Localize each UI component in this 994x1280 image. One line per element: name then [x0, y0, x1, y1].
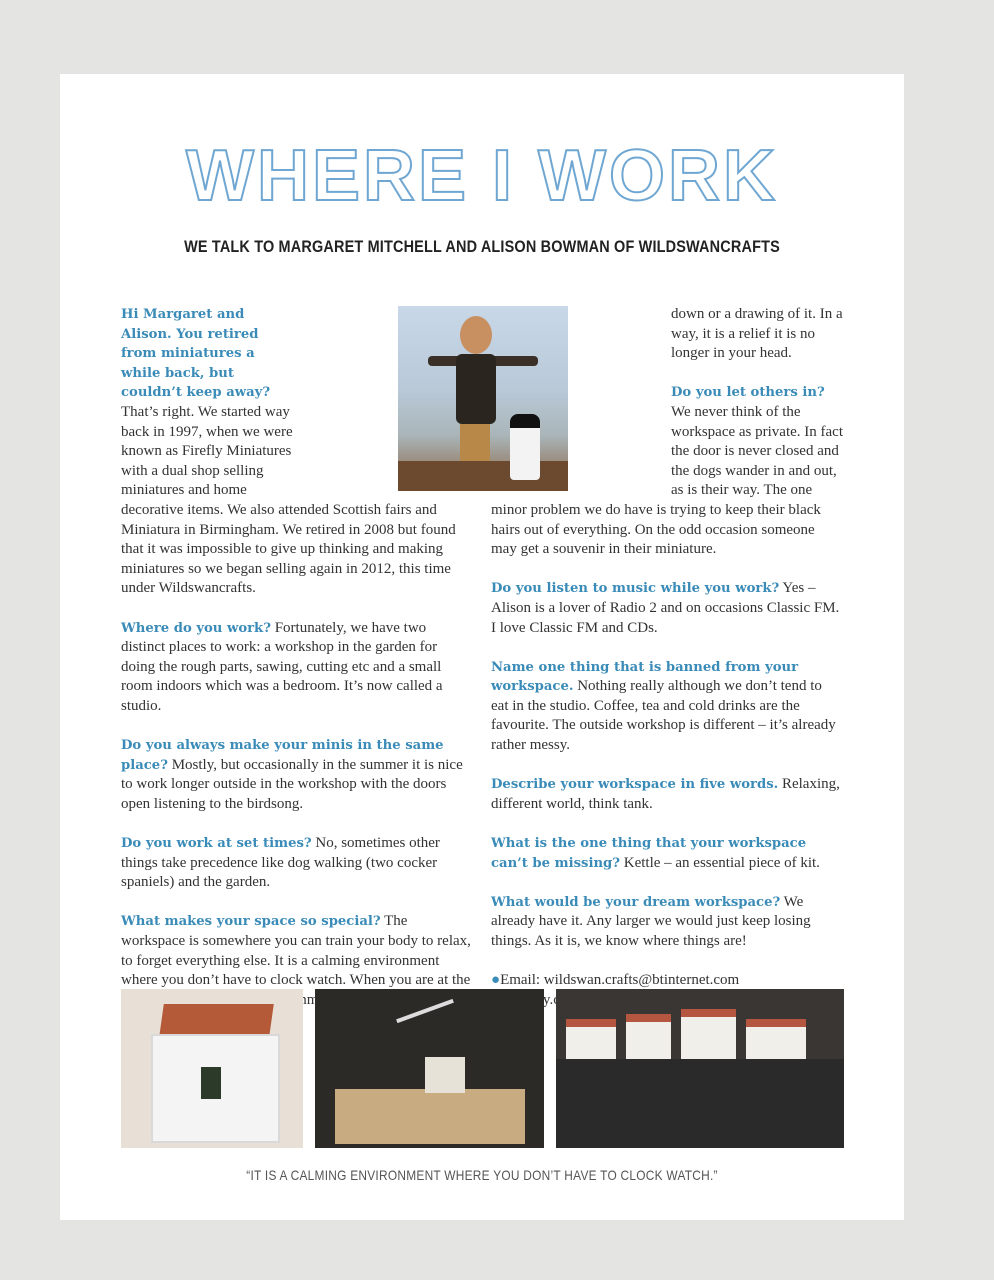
photo-strip [121, 989, 845, 1149]
lead-paragraph: down or a drawing of it. In a way, it is a relief it is no longer in your head. Do you let others in? We never think of the workspace as private. In fact the door is never closed and the dogs wander in and out, as is their way. The one minor problem we do have is trying to keep their black hairs out of everything. On the odd occasion someone may get a souvenir in their miniature. [491, 306, 844, 558]
question: Do you let others in? [671, 385, 825, 401]
question: Do you listen to music while you work? [491, 581, 780, 597]
answer: That’s right. We started way back in 1997, when we were known as Firefly Miniatures with a dual shop selling miniatures and home decorative items. We also attended Scottish fairs and Miniatura in Birmingham. We retired in 2008 but found that it was impossible to give up thinking and making miniatures so we began selling again in 2012, this time under Wildswancrafts. [121, 403, 456, 597]
answer: No, sometimes other things take precedence like dog walking (two cocker spaniels) and the garden. [121, 835, 440, 891]
question: What is the one thing that your workspace can’t be missing? [491, 836, 807, 871]
answer: The workspace is somewhere you can train your body to relax, to forget everything else. It is a calming environment where you don’t have to clock watch. When you are at the [121, 913, 471, 989]
qa-paragraph [491, 834, 843, 873]
workbench-photo [315, 989, 544, 1148]
page-subtitle: WE TALK TO MARGARET MITCHELL AND ALISON BOWMAN OF WILDSWANCRAFTS [184, 237, 780, 256]
question: What would be your dream workspace? [491, 894, 781, 910]
question: Name one thing that is banned from your workspace. [491, 659, 799, 695]
question: Describe your workspace in five words. [491, 777, 779, 793]
question: What makes your space so special? [121, 914, 381, 930]
question: Do you always make your minis in the same place? [121, 738, 444, 773]
question: Do you work at set times? [121, 836, 312, 852]
answer: Fortunately, we have two distinct places to work: a workshop in the garden for doing the rough parts, sawing, cutting etc and a small room indoors which was a bedroom. It’s now called a studio. [121, 619, 443, 714]
scarecrow-photo-spacer [491, 305, 663, 489]
page-title: WHERE I WORK [186, 136, 778, 216]
qa-paragraph [121, 736, 471, 814]
answer: Mostly, but occasionally in the summer it is nice to work longer outside in the workshop with the doors open listening to the birdsong. [121, 756, 463, 812]
question: Where do you work? [121, 620, 271, 636]
magazine-page [60, 74, 904, 1220]
pull-quote: “IT IS A CALMING ENVIRONMENT WHERE YOU DON’T HAVE TO CLOCK WATCH.” [246, 1167, 718, 1183]
qa-paragraph [491, 893, 843, 952]
qa-paragraph [491, 775, 843, 814]
answer: We never think of the workspace as private. In fact the door is never closed and the dogs wander in and out, as is their way. The one minor problem we do have is trying to keep their black hairs out of everything. On the odd occasion someone may get a souvenir in their miniature. [491, 403, 844, 558]
column-right [491, 305, 843, 1010]
qa-paragraph [491, 658, 843, 756]
qa-paragraph [121, 619, 471, 717]
answer: Nothing really although we don’t tend to eat in the studio. Coffee, tea and cold drinks are the favourite. The outside workshop is different – it’s already rather messy. [491, 678, 836, 754]
contact-email[interactable]: Email: wildswan.crafts@btinternet.com [500, 972, 740, 989]
answer: Relaxing, different world, think tank. [491, 776, 840, 812]
bullet-icon: ● [491, 972, 501, 989]
qa-paragraph [121, 834, 471, 893]
miniatures-display-photo [556, 989, 844, 1148]
answer: We already have it. Any larger we would just keep losing things. As it is, we know where things are! [491, 893, 811, 949]
question: Hi Margaret and Alison. You retired from miniatures a while back, but couldn’t keep away? [121, 307, 271, 401]
answer: Kettle – an essential piece of kit. [620, 854, 820, 871]
answer: Yes – Alison is a lover of Radio 2 and on occasions Classic FM. I love Classic FM and CDs. [491, 580, 840, 636]
qa-paragraph [491, 579, 843, 638]
cottage-photo [121, 989, 303, 1148]
